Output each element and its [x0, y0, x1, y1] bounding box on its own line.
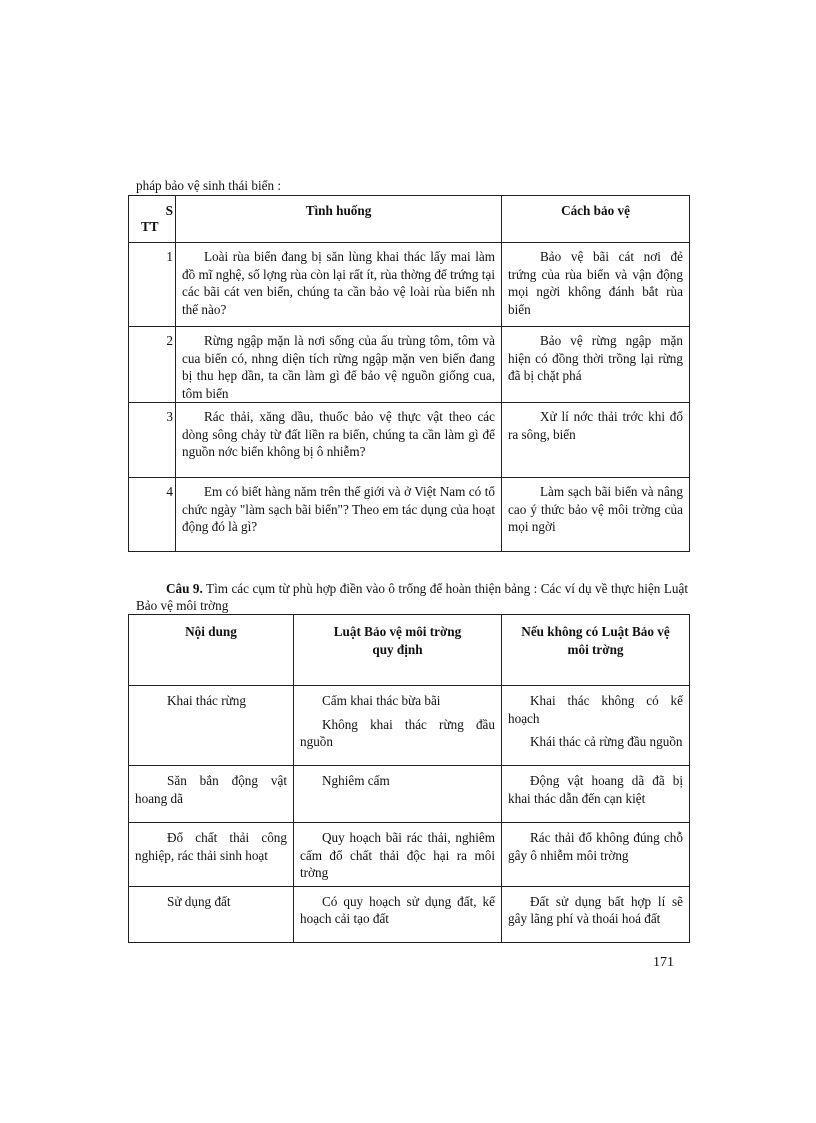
situation-cell: Em có biết hàng năm trên thế giới và ở Việt Nam có tổ chức ngày "làm sạch bãi biển"? Theo em tác dụng của hoạt động đó là gì? [176, 478, 502, 552]
law-header-line1: Luật Bảo vệ môi trờng [333, 624, 462, 639]
question-9-text: Tìm các cụm từ phù hợp điền vào ô trống để hoàn thiện bảng : Các ví dụ về thực hiện Luật Bảo vệ môi trờng [136, 581, 688, 613]
law-cell [294, 686, 502, 766]
protection-cell: Xử lí nớc thải trớc khi đổ ra sông, biển [502, 403, 690, 478]
stt-header [129, 196, 176, 243]
law-header-line2: quy định [372, 641, 423, 657]
law-cell [294, 886, 502, 942]
without-law-cell [502, 686, 690, 766]
without-law-item: Khái thác cả rừng đầu nguồn [530, 734, 683, 749]
law-item: Có quy hoạch sử dụng đất, kế hoạch cải tạo đất [300, 893, 495, 926]
row-number: 3 [129, 403, 176, 478]
content-cell: Khai thác rừng [129, 686, 294, 766]
protection-cell: Bảo vệ rừng ngập mặn hiện có đồng thời trồng lại rừng đã bị chặt phá [502, 327, 690, 403]
without-law-header [502, 615, 690, 686]
table-row [129, 766, 690, 823]
question-9 [136, 580, 688, 614]
without-law-item: Rác thải đổ không đúng chỗ gây ô nhiễm môi trờng [508, 830, 683, 863]
row-number: 2 [129, 327, 176, 403]
question-9-label: Câu 9. [166, 581, 203, 596]
protection-situations-table [128, 195, 690, 552]
law-header [294, 615, 502, 686]
row-number: 4 [129, 478, 176, 552]
content-cell: Đổ chất thải công nghiệp, rác thải sinh hoạt [129, 823, 294, 887]
content-cell: Sử dụng đất [129, 886, 294, 942]
table-row [129, 686, 690, 766]
protection-header: Cách bảo vệ [502, 196, 690, 243]
content-header: Nội dung [129, 615, 294, 686]
law-item: Quy hoạch bãi rác thải, nghiêm cấm đổ chất thải độc hại ra môi trờng [300, 830, 495, 880]
law-item: Không khai thác rừng đầu nguồn [300, 716, 495, 749]
protection-cell: Làm sạch bãi biển và nâng cao ý thức bảo vệ môi trờng của mọi ngời [502, 478, 690, 552]
law-cell [294, 766, 502, 823]
stt-header-top: S [165, 203, 173, 218]
row-number: 1 [129, 243, 176, 327]
without-law-header-line1: Nếu không có Luật Bảo vệ [521, 624, 670, 639]
stt-header-bottom: TT [141, 219, 159, 234]
table-row [129, 327, 690, 403]
situation-cell: Rác thải, xăng dầu, thuốc bảo vệ thực vật theo các dòng sông chảy từ đất liền ra biển, chúng ta cần làm gì để nguồn nớc biển không bị ô nhiễm? [176, 403, 502, 478]
table-row [129, 403, 690, 478]
table-row [129, 243, 690, 327]
table-row [129, 478, 690, 552]
table-row [129, 886, 690, 942]
law-item: Cấm khai thác bừa bãi [322, 693, 441, 708]
situation-cell: Loài rùa biển đang bị săn lùng khai thác lấy mai làm đồ mĩ nghệ, số lợng rùa còn lại rất ít, rùa thờng để trứng tại các bãi cát ven biển, chúng ta cần bảo vệ loài rùa biển nh thế nào? [176, 243, 502, 327]
without-law-item: Khai thác không có kế hoạch [508, 693, 683, 726]
without-law-cell [502, 823, 690, 887]
situation-cell: Rừng ngập mặn là nơi sống của ấu trùng tôm, tôm và cua biển có, nhng diện tích rừng ngập mặn ven biển đang bị thu hẹp dần, ta cần làm gì để bảo vệ nguồn giống cua, tôm biển [176, 327, 502, 403]
table2-header-row [129, 615, 690, 686]
without-law-cell [502, 886, 690, 942]
without-law-header-line2: môi trờng [567, 641, 624, 657]
page-number: 171 [653, 955, 674, 970]
table-row [129, 823, 690, 887]
without-law-item: Động vật hoang dã đã bị khai thác dẫn đến cạn kiệt [508, 773, 683, 806]
without-law-item: Đất sử dụng bất hợp lí sẽ gây lãng phí và thoái hoá đất [508, 893, 683, 926]
intro-text: pháp bảo vệ sinh thái biển : [136, 178, 282, 193]
without-law-cell [502, 766, 690, 823]
table1-header-row [129, 196, 690, 243]
protection-cell: Bảo vệ bãi cát nơi đẻ trứng của rùa biển và vận động mọi ngời không đánh bắt rùa biển [502, 243, 690, 327]
law-item: Nghiêm cấm [322, 773, 390, 788]
environment-law-table [128, 614, 690, 943]
situation-header: Tình huống [176, 196, 502, 243]
law-cell [294, 823, 502, 887]
content-cell: Săn bắn động vật hoang dã [129, 766, 294, 823]
